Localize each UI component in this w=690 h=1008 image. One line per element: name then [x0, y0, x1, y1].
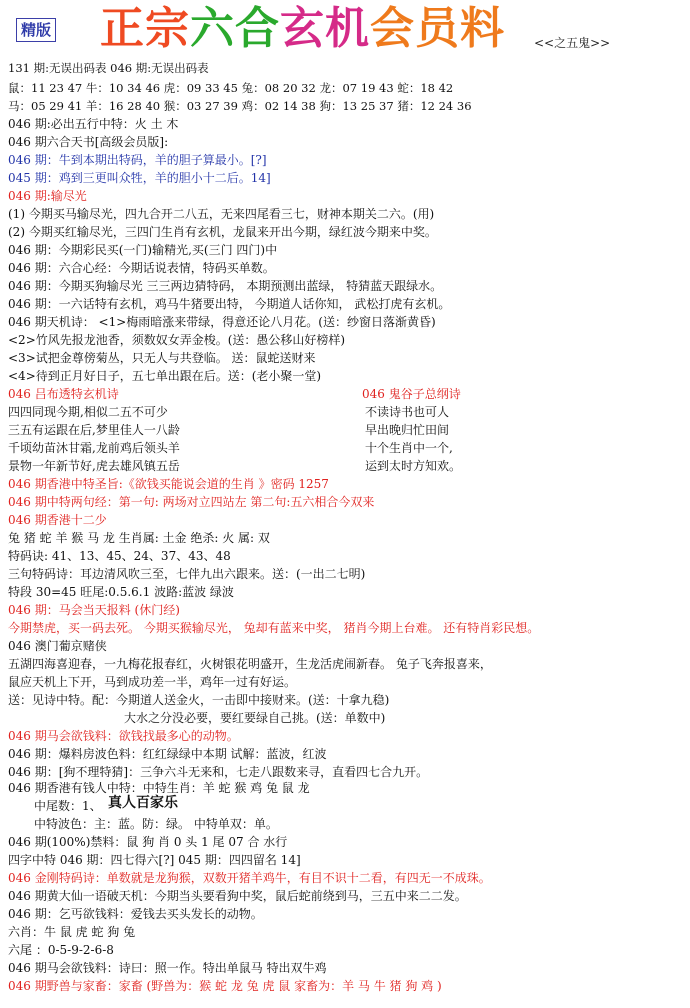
edition-badge: 精版 [16, 18, 56, 42]
text-line: <4>待到正月好日子，五七单出跟在后。送：(老小聚一堂) [8, 369, 322, 383]
text-line: 046 期：六合心经：今期话说表情，特码买单数。 [8, 261, 275, 275]
text-line: 046 期：爆料房波色料：红红绿绿中本期 试解：蓝波，红波 [8, 747, 327, 761]
text-line: 131 期:无误出码表 046 期:无误出码表 [8, 61, 209, 75]
text-line: 046 期：牛到本期出特码，羊的胆子算最小。[?] [8, 153, 267, 167]
page-subtitle: <<之五鬼>> [534, 36, 611, 50]
text-line: 今期禁虎，买一码去死。 今期买猴输尽光， 兔却有蓝来中奖， 猪肖今期上台难。 还有特肖彩民想。 [8, 621, 540, 635]
text-line: 046 期:必出五行中特：火 土 木 [8, 117, 179, 131]
text-line: 046 期:输尽光 [8, 189, 87, 203]
text-line: 大水之分没必要，要红要绿自己挑。(送：单数中) [124, 711, 386, 725]
text-line: 046 期天机诗： <1>梅雨暗涨来带绿，得意还论八月花。(送：纱窗日落渐黄昏) [8, 315, 436, 329]
text-line: 六肖：牛 鼠 虎 蛇 狗 兔 [8, 925, 136, 939]
text-line: <2>竹风先报龙池香，须数奴女弄金梭。(送：愚公移山好榜样) [8, 333, 346, 347]
text-line: 046 期中特两句经：第一句: 两场对立四站左 第二句:五六相合今双来 [8, 495, 375, 509]
text-line: 046 期香港中特圣旨:《欲钱买能说会道的生肖 》密码 1257 [8, 477, 329, 491]
text-line: (2) 今期买红输尽光，三四门生肖有玄机，龙鼠来开出今期，绿红波今期来中奖。 [8, 225, 437, 239]
text-line: 046 期：[狗不理特猜]：三争六斗无来和，七走八跟数来寻，直看四七合九开。 [8, 765, 429, 779]
text-line: (1) 今期买马输尽光，四九合开二八五，无来四尾看三七，财神本期关二六。(用) [8, 207, 435, 221]
text-line: 景物一年新节好,虎去雄风镇五岳 [8, 459, 180, 473]
title-part-2: 六合 [190, 3, 280, 54]
text-line: 中尾数：1、 [34, 799, 102, 813]
text-line: 十个生肖中一个, [365, 441, 453, 455]
text-line: 兔 猪 蛇 羊 猴 马 龙 生肖属: 土金 绝杀: 火 属: 双 [8, 531, 270, 545]
text-line: 送：见诗中特。配：今期道人送金火，一击即中接财来。(送：十拿九稳) [8, 693, 390, 707]
text-line: 三句特码诗：耳边清风吹三至，七伴九出六跟来。送：(一出二七明) [8, 567, 366, 581]
text-line: 中特波色：主：蓝。防：绿。 中特单双：单。 [34, 817, 278, 831]
text-line: 千顷幼苗沐甘霜,龙前鸡后领头羊 [8, 441, 180, 455]
text-line: 马：05 29 41 羊：16 28 40 猴：03 27 39 鸡：02 14 38 狗：13 25 37 猪：12 24 36 [8, 99, 472, 113]
text-line: 046 鬼谷子总纲诗 [362, 387, 461, 401]
text-line: 046 期野兽与家畜：家畜 (野兽为：猴 蛇 龙 兔 虎 鼠 家畜为：羊 马 牛 猪 狗 鸡 ) [8, 979, 442, 993]
text-line: 早出晚归忙田间 [365, 423, 450, 437]
text-line: 046 期香港十二少 [8, 513, 107, 527]
text-line: 046 期：乞丐欲钱料：爱钱去买头发长的动物。 [8, 907, 263, 921]
text-line: 045 期：鸡到三更叫众牲，羊的胆小十二后。14] [8, 171, 271, 185]
text-line: 046 金刚特码诗：单数就是龙狗猴，双数开猪羊鸡牛，有目不识十二看，有四无一不成珠。 [8, 871, 491, 885]
text-line: 046 期六合天书[高级会员版]: [8, 135, 169, 149]
text-line: 046 期马会欲钱料：欲钱找最多心的动物。 [8, 729, 239, 743]
overlay-title: 真人百家乐 [108, 795, 178, 811]
text-line: 046 期马会欲钱料：诗曰：照一作。特出单鼠马 特出双牛鸡 [8, 961, 327, 975]
text-line: 046 期黄大仙一语破天机：今期当头要看狗中奖，鼠后蛇前绕到马，三五中来二二发。 [8, 889, 467, 903]
text-line: 鼠：11 23 47 牛：10 34 46 虎：09 33 45 兔：08 20 32 龙：07 19 43 蛇：18 42 [8, 81, 454, 95]
text-line: 六尾 ：0-5-9-2-6-8 [8, 943, 114, 957]
page-title [100, 2, 505, 56]
text-line: 不读诗书也可人 [365, 405, 450, 419]
text-line: 三五有运跟在后,梦里佳人一八龄 [8, 423, 180, 437]
text-line: 五湖四海喜迎春，一九梅花报春红，火树银花明盛开，生龙活虎闹新春。 兔子飞奔报喜来， [8, 657, 492, 671]
text-line: 四四同现今期,相似二五不可少 [8, 405, 168, 419]
text-line: 046 期(100%)禁料：鼠 狗 肖 0 头 1 尾 07 合 水行 [8, 835, 288, 849]
title-part-3: 玄机 [280, 3, 370, 54]
text-line: 046 期：一六话特有玄机，鸡马牛猪要出特， 今期道人话你知， 武松打虎有玄机。 [8, 297, 451, 311]
text-line: 046 澳门葡京赌侠 [8, 639, 107, 653]
text-line: 运到太时方知欢。 [365, 459, 462, 473]
text-line: 046 期：今期彩民买(一门)输精光,买(三门 四门)中 [8, 243, 278, 257]
text-line: 特码诀: 41、13、45、24、37、43、48 [8, 549, 231, 563]
title-part-1: 正宗 [100, 3, 190, 54]
text-line: 046 吕布透特玄机诗 [8, 387, 119, 401]
title-part-4: 会员料 [370, 3, 505, 54]
text-line: 046 期香港有钱人中特：中特生肖：羊 蛇 猴 鸡 兔 鼠 龙 [8, 781, 310, 795]
text-line: 046 期：今期买狗输尽光 三三两边猜特码， 本期预测出蓝绿， 特猜蓝天跟绿水。 [8, 279, 443, 293]
text-line: <3>试把金尊傍菊丛，只无人与共登临。 送：鼠蛇送财来 [8, 351, 316, 365]
text-line: 四字中特 046 期：四七得六[?] 045 期：四四留名 14] [8, 853, 301, 867]
text-line: 046 期：马会当天报料 (休门经) [8, 603, 180, 617]
text-line: 鼠应天机上下开，马到成功差一半，鸡年一过有好运。 [8, 675, 297, 689]
text-line: 特段 30=45 旺尾:0.5.6.1 波路:蓝波 绿波 [8, 585, 234, 599]
